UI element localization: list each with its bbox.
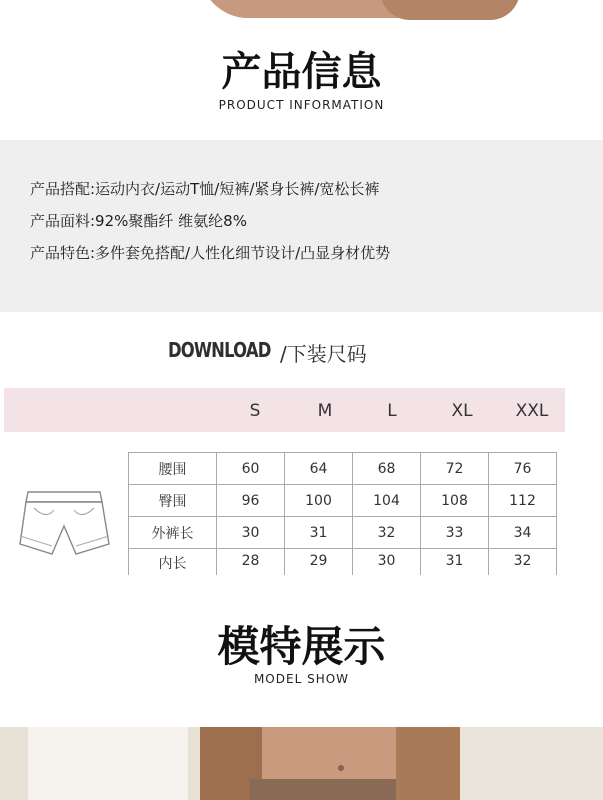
table-cell: 100 — [285, 485, 353, 517]
table-cell: 30 — [353, 549, 421, 575]
table-cell: 112 — [489, 485, 557, 517]
table-cell: 28 — [217, 549, 285, 575]
product-info-title: 产品信息 — [221, 49, 382, 95]
table-cell: 76 — [489, 453, 557, 485]
model-photo — [0, 727, 603, 800]
size-header-s: S — [249, 401, 261, 421]
size-chart-title-en: DOWNLOAD — [168, 338, 271, 362]
table-cell: 104 — [353, 485, 421, 517]
table-cell: 96 — [217, 485, 285, 517]
photo-navel — [338, 765, 344, 771]
table-cell: 30 — [217, 517, 285, 549]
table-cell: 72 — [421, 453, 489, 485]
photo-background-right — [460, 727, 603, 800]
top-product-photo — [0, 0, 603, 20]
row-label-inner-length: 内长 — [129, 549, 217, 575]
info-line-features: 产品特色:多件套免搭配/人性化细节设计/凸显身材优势 — [30, 244, 391, 262]
size-chart-title-cn: /下装尺码 — [280, 342, 367, 366]
product-info-subtitle: PRODUCT INFORMATION — [218, 98, 385, 112]
table-row — [129, 453, 557, 485]
table-row — [129, 517, 557, 549]
shorts-icon — [16, 486, 112, 558]
size-chart-title — [168, 338, 367, 366]
model-show-subtitle: MODEL SHOW — [253, 672, 350, 686]
table-cell: 31 — [285, 517, 353, 549]
row-label-outer-length: 外裤长 — [129, 517, 217, 549]
table-cell: 33 — [421, 517, 489, 549]
size-header-xl: XL — [451, 401, 473, 421]
photo-shade — [380, 0, 520, 20]
table-cell: 108 — [421, 485, 489, 517]
row-label-waist: 腰围 — [129, 453, 217, 485]
table-cell: 34 — [489, 517, 557, 549]
table-row — [129, 549, 557, 575]
table-cell: 29 — [285, 549, 353, 575]
table-cell: 64 — [285, 453, 353, 485]
table-cell: 31 — [421, 549, 489, 575]
table-cell: 60 — [217, 453, 285, 485]
model-show-title: 模特展示 — [217, 622, 386, 671]
info-line-matching: 产品搭配:运动内衣/运动T恤/短裤/紧身长裤/宽松长裤 — [30, 180, 380, 198]
size-header-xxl: XXL — [515, 401, 549, 421]
size-table — [128, 452, 557, 575]
photo-pants — [250, 779, 410, 800]
size-header-l: L — [387, 401, 397, 421]
table-cell: 68 — [353, 453, 421, 485]
info-line-fabric: 产品面料:92%聚酯纤 维氨纶8% — [30, 212, 247, 230]
size-header-m: M — [317, 401, 333, 421]
photo-window — [28, 727, 188, 800]
table-cell: 32 — [353, 517, 421, 549]
photo-jacket-right — [396, 727, 460, 800]
row-label-hip: 臀围 — [129, 485, 217, 517]
table-cell: 32 — [489, 549, 557, 575]
table-row — [129, 485, 557, 517]
